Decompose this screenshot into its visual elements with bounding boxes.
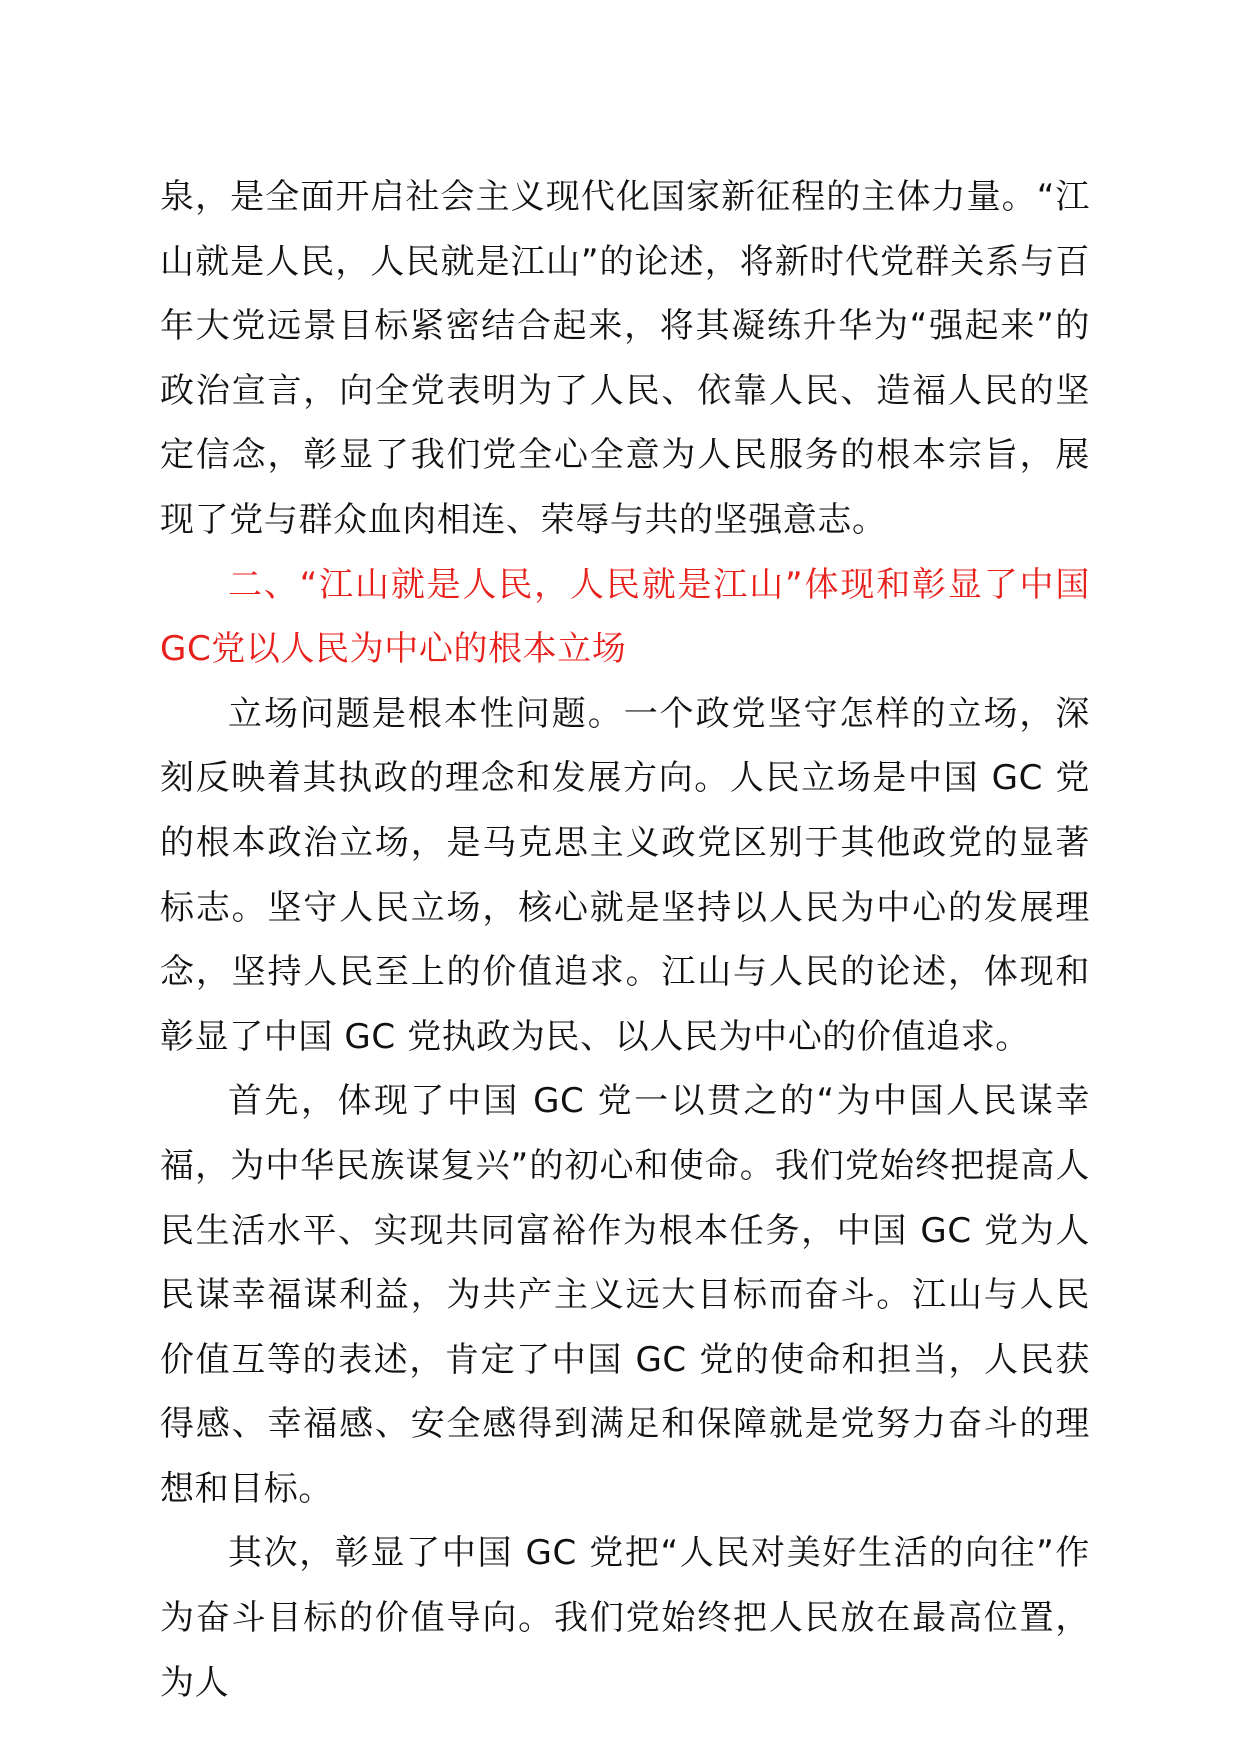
body-paragraph-2: 立场问题是根本性问题。一个政党坚守怎样的立场，深刻反映着其执政的理念和发展方向。人民立场是中国 GC 党的根本政治立场，是马克思主义政党区别于其他政党的显著标志。坚守人民立场，核心就是坚持以人民为中心的发展理念，坚持人民至上的价值追求。江山与人民的论述，体现和彰显了中国 GC 党执政为民、以人民为中心的价值追求。 <box>160 693 1090 1057</box>
body-paragraph-4: 其次，彰显了中国 GC 党把“人民对美好生活的向往”作为奋斗目标的价值导向。我们党始终把人民放在最高位置，为人 <box>160 1533 1090 1703</box>
body-paragraph-3: 首先，体现了中国 GC 党一以贯之的“为中国人民谋幸福，为中华民族谋复兴”的初心和使命。我们党始终把提高人民生活水平、实现共同富裕作为根本任务，中国 GC 党为人民谋幸福谋利益，为共产主义远大目标而奋斗。江山与人民价值互等的表述，肯定了中国 GC 党的使命和担当，人民获得感、幸福感、安全感得到满足和保障就是党努力奋斗的理想和目标。 <box>160 1081 1090 1509</box>
body-paragraph-1: 泉，是全面开启社会主义现代化国家新征程的主体力量。“江山就是人民，人民就是江山”的论述，将新时代党群关系与百年大党远景目标紧密结合起来，将其凝练升华为“强起来”的政治宣言，向全党表明为了人民、依靠人民、造福人民的坚定信念，彰显了我们党全心全意为人民服务的根本宗旨，展现了党与群众血肉相连、荣辱与共的坚强意志。 <box>160 177 1090 540</box>
document-page <box>160 165 1090 1715</box>
section-heading-2: 二、“江山就是人民，人民就是江山”体现和彰显了中国GC党以人民为中心的根本立场 <box>160 564 1090 670</box>
